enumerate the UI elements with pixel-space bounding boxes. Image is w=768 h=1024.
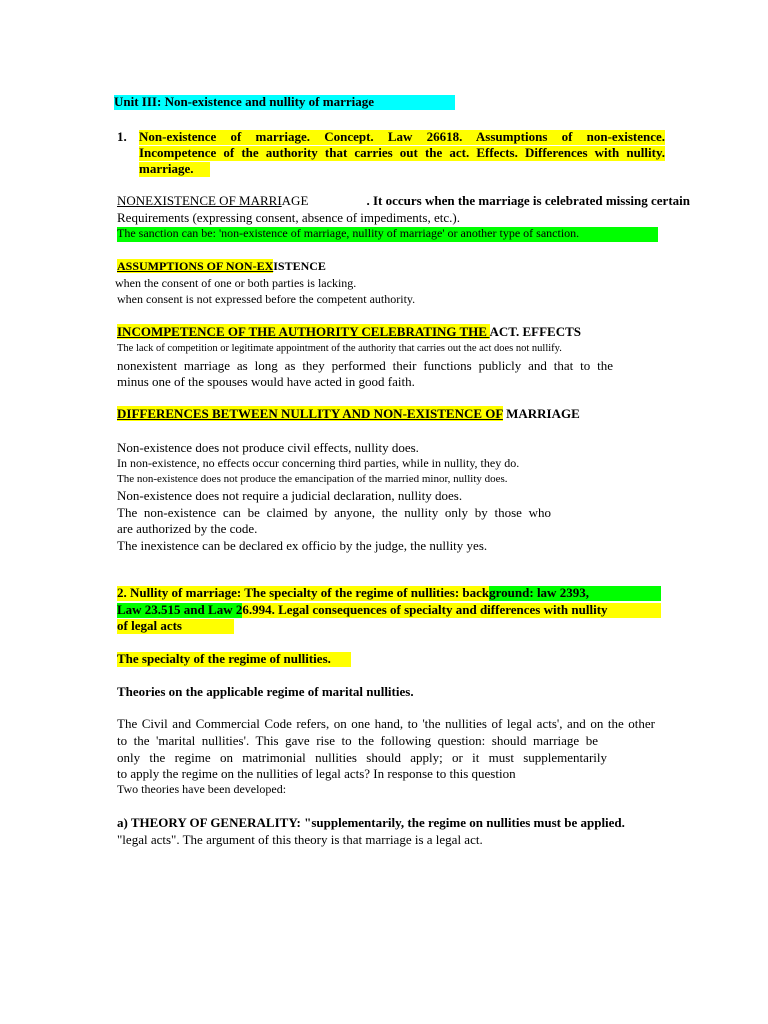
nonexistence-sanction (117, 227, 658, 242)
nonexistence-heading-title-a: NONEXISTENCE OF MARRI (117, 193, 282, 208)
section2-line-2-yellow: 6.994. Legal consequences of specialty and differences with nullity (242, 603, 661, 618)
nonexistence-heading-rest: . It occurs when the marriage is celebrated missing certain (366, 193, 690, 208)
specialty-heading (117, 652, 351, 667)
code-paragraph-line-2: to the 'marital nullities'. This gave rise to the following question: should marriage be (117, 733, 598, 748)
incompetence-heading-b: ACT. EFFECTS (489, 324, 581, 339)
incompetence-heading-a: INCOMPETENCE OF THE AUTHORITY CELEBRATING THE (117, 324, 490, 339)
assumption-item-2: when consent is not expressed before the competent authority. (117, 292, 416, 306)
incompetence-heading (117, 325, 581, 340)
assumptions-heading-b: ISTENCE (273, 259, 326, 273)
section1-number: 1. (117, 129, 127, 144)
theories-heading: Theories on the applicable regime of marital nullities. (117, 684, 414, 699)
difference-item-3: The non-existence does not produce the emancipation of the married minor, nullity does. (117, 473, 508, 485)
incompetence-line-2: nonexistent marriage as long as they performed their functions publicly and that to the (117, 358, 613, 373)
section1-line-3 (139, 162, 210, 177)
section2-line-1-yellow: 2. Nullity of marriage: The specialty of the regime of nullities: back (117, 585, 490, 600)
section1-line-3-text: marriage. (139, 161, 194, 176)
specialty-heading-text: The specialty of the regime of nullities. (117, 651, 331, 666)
section2-line-1 (117, 586, 661, 601)
difference-item-4: Non-existence does not require a judicial declaration, nullity does. (117, 488, 463, 503)
difference-item-2: In non-existence, no effects occur concerning third parties, while in nullity, they do. (117, 456, 520, 470)
difference-item-5: The non-existence can be claimed by anyone, the nullity only by those who (117, 505, 551, 520)
section2-line-2-green: Law 23.515 and Law 2 (117, 602, 243, 617)
incompetence-line-1: The lack of competition or legitimate appointment of the authority that carries out the act does not nullify. (117, 343, 562, 354)
difference-item-7: The inexistence can be declared ex officio by the judge, the nullity yes. (117, 538, 488, 553)
section1-line-2: Incompetence of the authority that carries out the act. Effects. Differences with nullity. (139, 145, 665, 160)
difference-item-1: Non-existence does not produce civil effects, nullity does. (117, 440, 419, 455)
difference-item-6: are authorized by the code. (117, 521, 258, 536)
unit-title-text: Unit III: Non-existence and nullity of marriage (114, 94, 374, 109)
code-paragraph-line-4: to apply the regime on the nullities of legal acts? In response to this question (117, 766, 516, 781)
unit-title (114, 95, 455, 110)
assumption-item-1: when the consent of one or both parties is lacking. (115, 276, 357, 290)
theory-a-heading: a) THEORY OF GENERALITY: "supplementarily, the regime on nullities must be applied. (117, 815, 625, 830)
assumptions-heading-a: ASSUMPTIONS OF NON-EX (117, 259, 274, 273)
section1-line-1: Non-existence of marriage. Concept. Law 26618. Assumptions of non-existence. (139, 129, 665, 144)
code-paragraph-line-1: The Civil and Commercial Code refers, on one hand, to 'the nullities of legal acts', and on the other (117, 716, 655, 731)
code-paragraph-line-3: only the regime on matrimonial nullities should apply; or it must supplementarily (117, 750, 607, 765)
differences-heading-a: DIFFERENCES BETWEEN NULLITY AND NON-EXISTENCE OF (117, 406, 503, 421)
incompetence-line-3: minus one of the spouses would have acted in good faith. (117, 374, 415, 389)
assumptions-heading (117, 260, 326, 274)
differences-heading-b: MARRIAGE (502, 406, 580, 421)
nonexistence-heading-title-b: AGE (281, 193, 309, 208)
theory-a-line-2: "legal acts". The argument of this theory is that marriage is a legal act. (117, 832, 483, 847)
nonexistence-heading (117, 194, 690, 209)
code-paragraph-line-5: Two theories have been developed: (117, 782, 287, 796)
section2-line-2 (117, 603, 661, 618)
section2-line-3 (117, 619, 234, 634)
differences-heading (117, 407, 580, 422)
nonexistence-sanction-text: The sanction can be: 'non-existence of marriage, nullity of marriage' or another type of sanction. (117, 226, 580, 240)
section2-line-3-text: of legal acts (117, 618, 182, 633)
section2-line-1-green: ground: law 2393, (489, 586, 661, 601)
nonexistence-line-2: Requirements (expressing consent, absence of impediments, etc.). (117, 210, 460, 225)
